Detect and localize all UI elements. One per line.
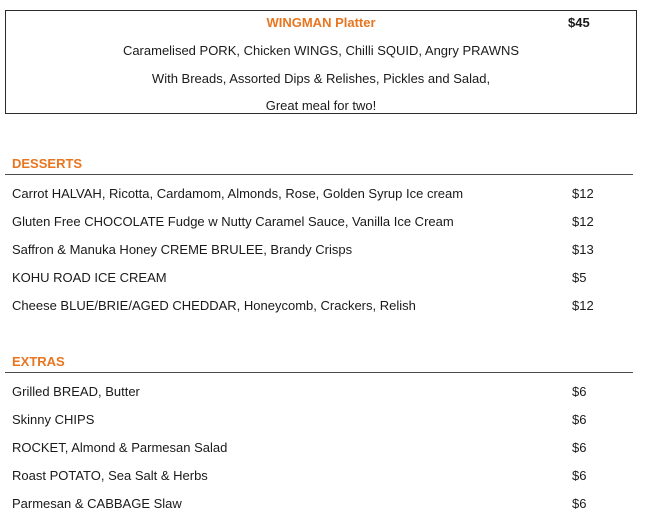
dessert-item — [12, 214, 612, 232]
item-name: Skinny CHIPS — [12, 412, 95, 427]
item-price: $12 — [572, 298, 594, 313]
dessert-item — [12, 186, 612, 204]
extra-item — [12, 412, 612, 430]
dessert-item — [12, 242, 612, 260]
item-price: $12 — [572, 186, 594, 201]
item-name: KOHU ROAD ICE CREAM — [12, 270, 167, 285]
item-price: $13 — [572, 242, 594, 257]
item-name: ROCKET, Almond & Parmesan Salad — [12, 440, 228, 455]
extra-item — [12, 496, 612, 514]
extra-item — [12, 440, 612, 458]
desserts-heading: DESSERTS — [12, 156, 83, 171]
dessert-item — [12, 298, 612, 316]
item-name: Roast POTATO, Sea Salt & Herbs — [12, 468, 208, 483]
desserts-divider — [5, 174, 633, 175]
extras-divider — [5, 372, 633, 373]
platter-price: $45 — [568, 15, 590, 30]
item-name: Gluten Free CHOCOLATE Fudge w Nutty Caramel Sauce, Vanilla Ice Cream — [12, 214, 454, 229]
item-price: $6 — [572, 496, 587, 511]
extra-item — [12, 384, 612, 402]
item-name: Saffron & Manuka Honey CREME BRULEE, Brandy Crisps — [12, 242, 353, 257]
item-price: $5 — [572, 270, 587, 285]
platter-description-line: With Breads, Assorted Dips & Relishes, Pickles and Salad, — [151, 71, 491, 86]
platter-box — [5, 10, 637, 114]
item-name: Cheese BLUE/BRIE/AGED CHEDDAR, Honeycomb, Crackers, Relish — [12, 298, 416, 313]
extra-item — [12, 468, 612, 486]
item-name: Carrot HALVAH, Ricotta, Cardamom, Almonds, Rose, Golden Syrup Ice cream — [12, 186, 464, 201]
item-price: $6 — [572, 412, 587, 427]
item-price: $6 — [572, 468, 587, 483]
item-price: $12 — [572, 214, 594, 229]
item-name: Parmesan & CABBAGE Slaw — [12, 496, 182, 511]
item-price: $6 — [572, 440, 587, 455]
extras-heading: EXTRAS — [12, 354, 65, 369]
platter-description-line: Great meal for two! — [265, 98, 377, 113]
dessert-item — [12, 270, 612, 288]
item-price: $6 — [572, 384, 587, 399]
platter-description-line: Caramelised PORK, Chicken WINGS, Chilli SQUID, Angry PRAWNS — [122, 43, 520, 58]
platter-title: WINGMAN Platter — [266, 15, 376, 30]
item-name: Grilled BREAD, Butter — [12, 384, 140, 399]
